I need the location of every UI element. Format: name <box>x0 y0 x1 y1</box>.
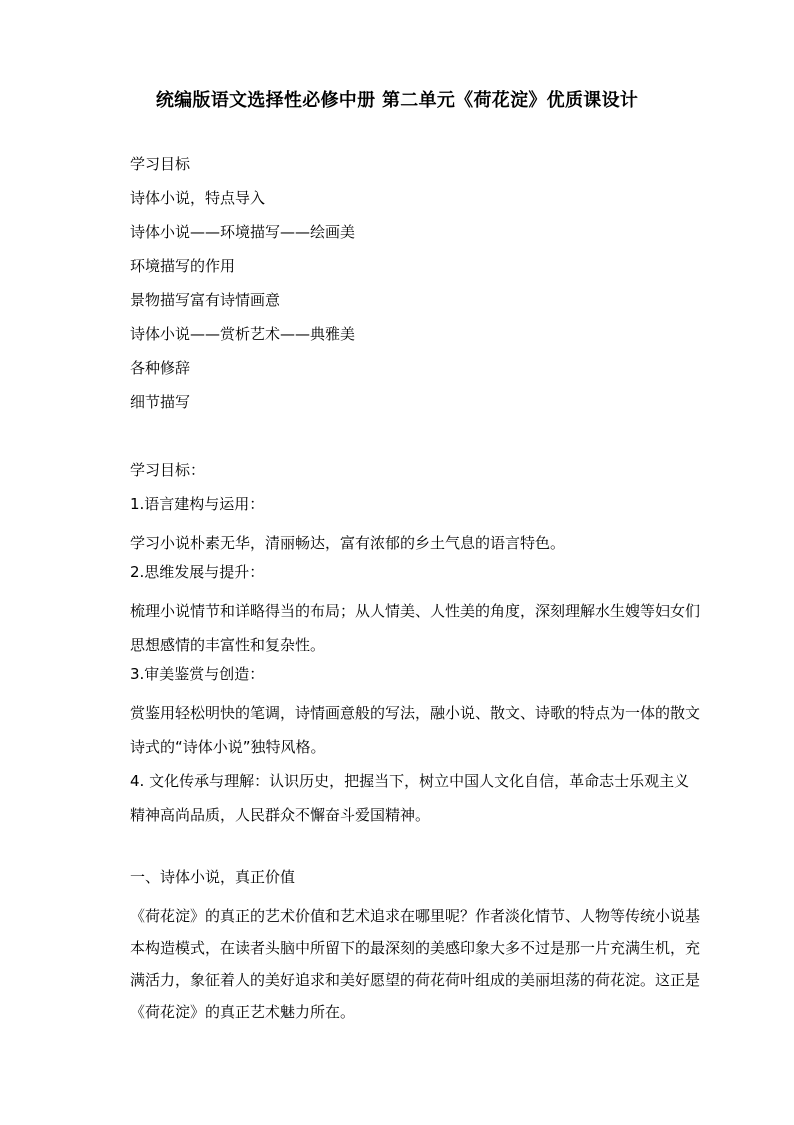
outline-item: 环境描写的作用 <box>130 257 236 275</box>
outline-item: 学习目标 <box>130 155 191 173</box>
goal-text: 学习小说朴素无华，清丽畅达，富有浓郁的乡土气息的语言特色。 <box>130 534 566 552</box>
section-paragraph: 《荷花淀》的真正的艺术价值和艺术追求在哪里呢？作者淡化情节、人物等传统小说基本构造模式，在读者头脑中所留下的最深刻的美感印象大多不过是那一片充满生机，充满活力，象征着人的美好追求和美好愿望的荷花荷叶组成的美丽坦荡的荷花淀。这正是《荷花淀》的真正艺术魅力所在。 <box>130 907 701 1021</box>
outline-item: 诗体小说——环境描写——绘画美 <box>130 223 356 241</box>
outline-item: 景物描写富有诗情画意 <box>130 291 281 309</box>
goal-text: 4. 文化传承与理解：认识历史，把握当下，树立中国人文化自信，革命志士乐观主义精神高尚品质，人民群众不懈奋斗爱国精神。 <box>130 772 690 824</box>
goal-item-4 <box>130 764 700 832</box>
outline-item: 诗体小说，特点导入 <box>130 189 266 207</box>
goal-item-2 <box>130 560 700 662</box>
goal-heading: 2.思维发展与提升： <box>130 563 265 581</box>
goal-item-1 <box>130 492 700 560</box>
outline-item: 诗体小说——赏析艺术——典雅美 <box>130 325 356 343</box>
goal-text: 赏鉴用轻松明快的笔调，诗情画意般的写法，融小说、散文、诗歌的特点为一体的散文诗式的“诗体小说”独特风格。 <box>130 704 701 756</box>
goal-item-3 <box>130 662 700 764</box>
outline-item: 细节描写 <box>130 393 191 411</box>
section-1 <box>130 865 700 1028</box>
outline-list <box>130 152 355 424</box>
goal-heading: 1.语言建构与运用： <box>130 495 265 513</box>
goal-text: 梳理小说情节和详略得当的布局；从人情美、人性美的角度，深刻理解水生嫂等妇女们思想感情的丰富性和复杂性。 <box>130 602 701 654</box>
learning-goals-section <box>130 458 700 832</box>
document-title: 统编版语文选择性必修中册 第二单元《荷花淀》优质课设计 <box>155 90 639 111</box>
section-title: 一、诗体小说，真正价值 <box>130 868 296 886</box>
outline-item: 各种修辞 <box>130 359 191 377</box>
goal-heading: 3.审美鉴赏与创造： <box>130 665 265 683</box>
learning-goals-heading: 学习目标： <box>130 461 206 479</box>
